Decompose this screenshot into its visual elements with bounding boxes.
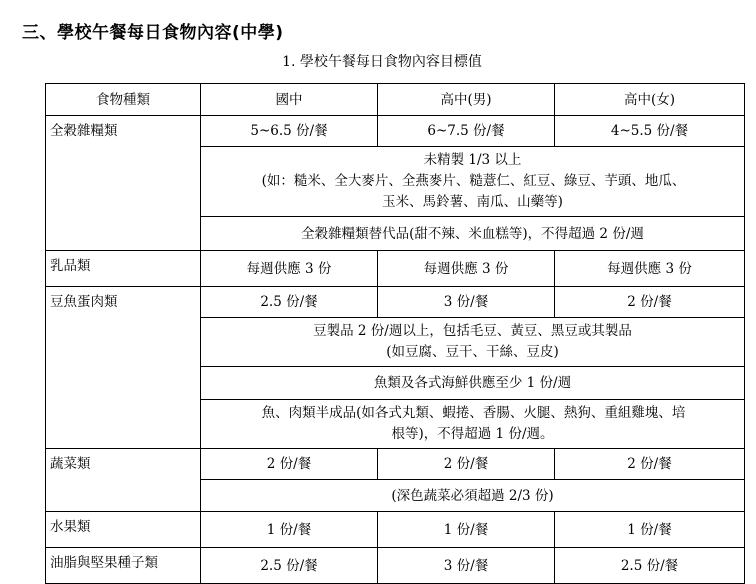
table-row-fruit [46,512,745,548]
protein-soy-note [201,318,745,367]
table-row-vegetables [46,449,745,480]
grains-senior-female: 4~5.5 份/餐 [555,116,745,147]
protein-soy-note-line-1: 豆製品 2 份/週以上，包括毛豆、黃豆、黑豆或其製品 [313,323,632,339]
category-vegetables: 蔬菜類 [46,449,201,512]
category-grains: 全穀雜糧類 [46,116,201,251]
table-row-oils [46,548,745,584]
protein-senior-female: 2 份/餐 [555,287,745,318]
protein-junior-high: 2.5 份/餐 [201,287,378,318]
header-junior-high: 國中 [201,84,378,116]
vegetables-senior-female: 2 份/餐 [555,449,745,480]
grains-senior-male: 6~7.5 份/餐 [378,116,555,147]
protein-processed-note-line-1: 魚、肉類半成品(如各式丸類、蝦捲、香腸、火腿、熱狗、重組雞塊、培 [261,405,686,421]
vegetables-dark-note: (深色蔬菜必須超過 2/3 份) [201,480,745,512]
table-row-dairy [46,251,745,287]
dairy-senior-male: 每週供應 3 份 [378,251,555,287]
grains-junior-high: 5~6.5 份/餐 [201,116,378,147]
fruit-junior-high: 1 份/餐 [201,512,378,548]
category-protein: 豆魚蛋肉類 [46,287,201,449]
fruit-senior-male: 1 份/餐 [378,512,555,548]
table-row-grains [46,116,745,147]
oils-senior-female: 2.5 份/餐 [555,548,745,584]
oils-junior-high: 2.5 份/餐 [201,548,378,584]
grains-substitute-note: 全穀雜糧類替代品(甜不辣、米血糕等)，不得超過 2 份/週 [201,217,745,251]
protein-seafood-note: 魚類及各式海鮮供應至少 1 份/週 [201,367,745,400]
protein-processed-note [201,400,745,449]
category-oils: 油脂與堅果種子類 [46,548,201,584]
header-food-category: 食物種類 [46,84,201,116]
grains-unrefined-note [201,147,745,217]
grains-note-line-1: 未精製 1/3 以上 [423,152,522,168]
category-fruit: 水果類 [46,512,201,548]
protein-senior-male: 3 份/餐 [378,287,555,318]
table-subtitle: 1. 學校午餐每日食物內容目標值 [282,54,482,70]
table-row-protein [46,287,745,318]
fruit-senior-female: 1 份/餐 [555,512,745,548]
vegetables-junior-high: 2 份/餐 [201,449,378,480]
table-header-row [46,84,745,116]
section-title: 三、學校午餐每日食物內容(中學) [22,23,284,43]
header-senior-high-female: 高中(女) [555,84,745,116]
food-content-table [45,83,745,584]
dairy-junior-high: 每週供應 3 份 [201,251,378,287]
vegetables-senior-male: 2 份/餐 [378,449,555,480]
grains-note-line-3: 玉米、馬鈴薯、南瓜、山藥等) [382,194,563,210]
protein-soy-note-line-2: (如豆腐、豆干、干絲、豆皮) [386,344,559,360]
dairy-senior-female: 每週供應 3 份 [555,251,745,287]
header-senior-high-male: 高中(男) [378,84,555,116]
grains-note-line-2: (如：糙米、全大麥片、全燕麥片、糙薏仁、紅豆、綠豆、芋頭、地瓜、 [261,173,686,189]
protein-processed-note-line-2: 根等)，不得超過 1 份/週。 [391,426,554,442]
category-dairy: 乳品類 [46,251,201,287]
oils-senior-male: 3 份/餐 [378,548,555,584]
